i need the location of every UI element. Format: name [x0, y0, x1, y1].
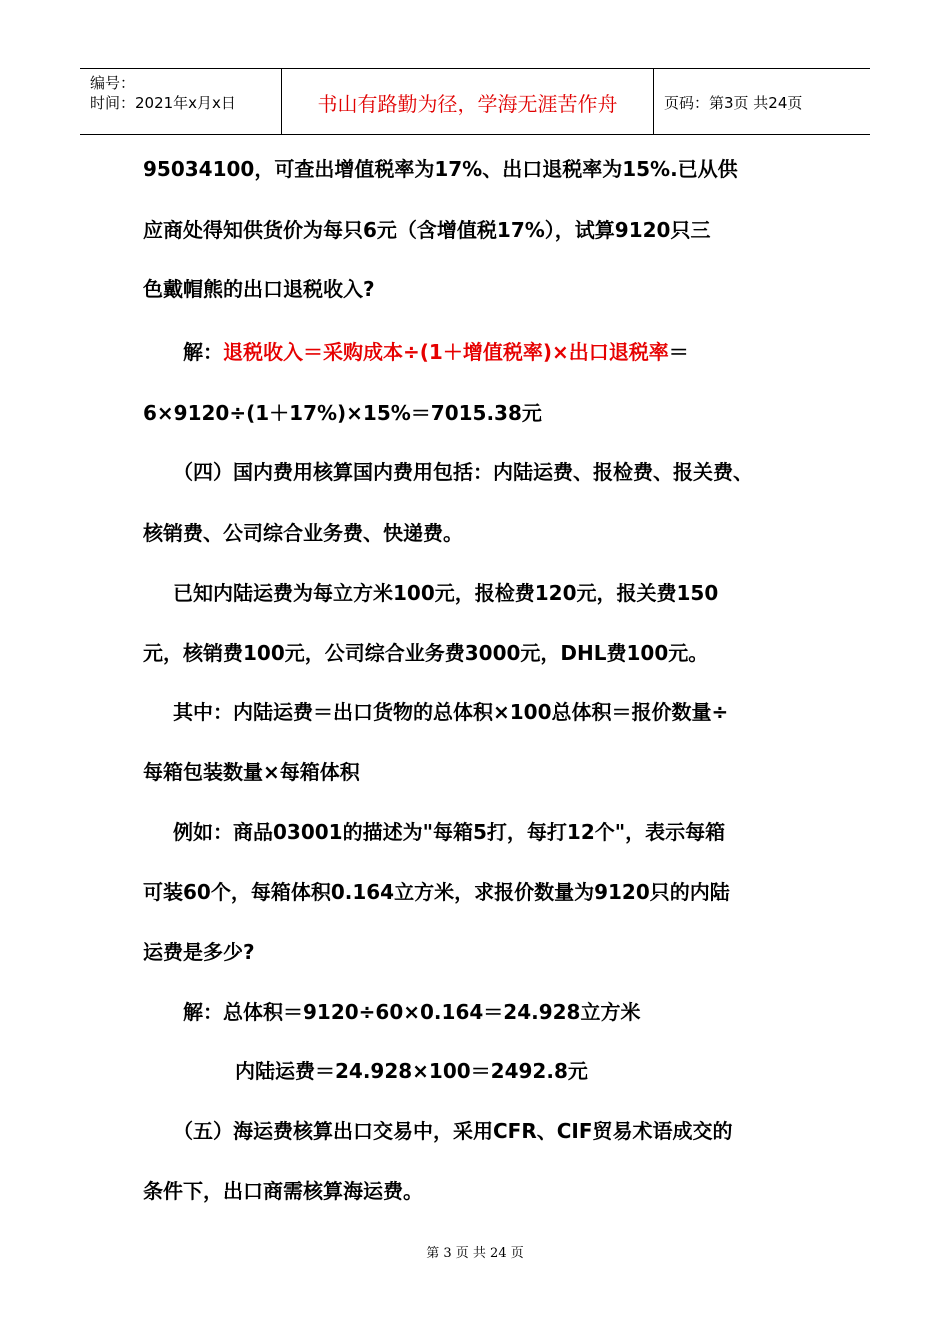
body-line-3: 色戴帽熊的出口退税收入? [143, 277, 375, 301]
body-line-7: 核销费、公司综合业务费、快递费。 [143, 521, 463, 545]
body-line-9: 元，核销费100元，公司综合业务费3000元，DHL费100元。 [143, 641, 709, 665]
body-line-18: 条件下，出口商需核算海运费。 [143, 1179, 423, 1203]
page-footer: 第 3 页 共 24 页 [426, 1246, 524, 1261]
body-line-12: 例如：商品03001的描述为"每箱5打，每打12个"，表示每箱 [173, 820, 726, 844]
solution-label: 解： [183, 340, 223, 364]
body-line-1: 95034100，可查出增值税率为17%、出口退税率为15%.已从供 [143, 157, 738, 181]
document-number-label: 编号： [90, 74, 136, 92]
section-5-heading: （五）海运费核算出口交易中，采用CFR、CIF贸易术语成交的 [173, 1119, 733, 1143]
body-line-11: 每箱包装数量×每箱体积 [143, 760, 360, 784]
section-4-heading: （四）国内费用核算国内费用包括：内陆运费、报检费、报关费、 [173, 460, 753, 484]
body-line-2: 应商处得知供货价为每只6元（含增值税17%），试算9120只三 [143, 218, 711, 242]
body-line-5: 6×9120÷(1＋17%)×15%＝7015.38元 [143, 401, 542, 425]
body-line-15: 解：总体积＝9120÷60×0.164＝24.928立方米 [183, 1000, 641, 1024]
body-line-13: 可装60个，每箱体积0.164立方米，求报价数量为9120只的内陆 [143, 880, 730, 904]
body-line-8: 已知内陆运费为每立方米100元，报检费120元，报关费150 [173, 581, 719, 605]
header-motto: 书山有路勤为径，学海无涯苦作舟 [282, 69, 654, 135]
body-line-10: 其中：内陆运费＝出口货物的总体积×100总体积＝报价数量÷ [173, 700, 729, 724]
formula-equals: ＝ [668, 340, 689, 364]
solution-formula-line [183, 337, 689, 367]
tax-refund-formula: 退税收入＝采购成本÷(1＋增值税率)×出口退税率 [223, 340, 669, 364]
header-meta [80, 69, 282, 135]
header-page-info: 页码：第3页 共24页 [664, 93, 803, 112]
document-time-label: 时间：2021年x月x日 [90, 94, 236, 112]
body-line-16: 内陆运费＝24.928×100＝2492.8元 [235, 1059, 588, 1083]
body-line-14: 运费是多少? [143, 940, 255, 964]
page-header [80, 68, 870, 135]
